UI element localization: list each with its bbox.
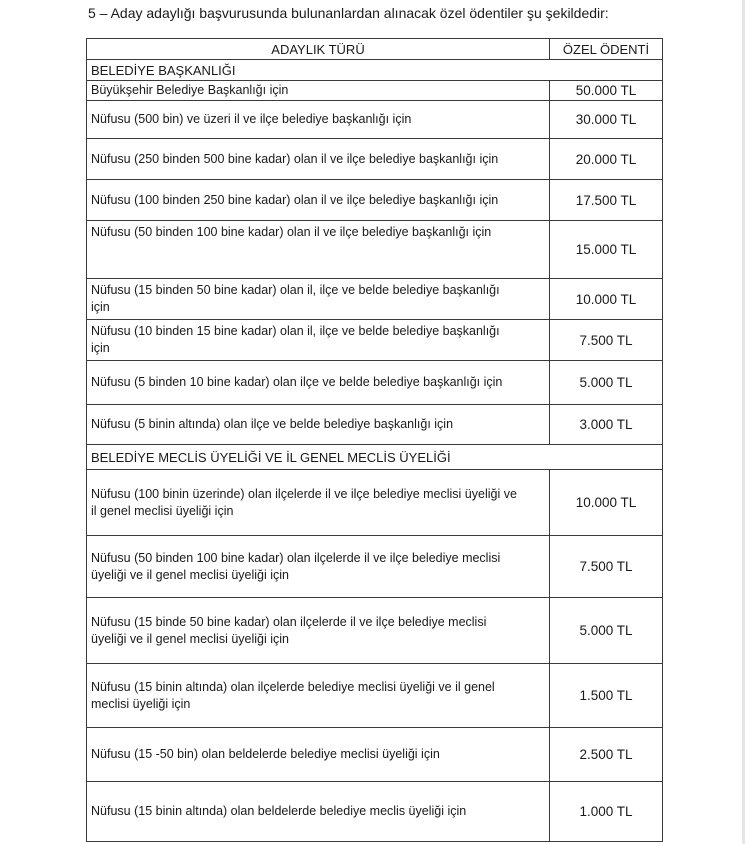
row-desc: Nüfusu (50 binden 100 bine kadar) olan ilçelerde il ve ilçe belediye meclisi üyeliği ve il genel meclisi üyeliği için <box>87 536 550 598</box>
table-header-row <box>87 39 663 60</box>
table-row <box>87 782 663 842</box>
table-row <box>87 320 663 361</box>
row-fee: 3.000 TL <box>550 405 663 445</box>
row-fee: 5.000 TL <box>550 598 663 664</box>
row-desc: Nüfusu (500 bin) ve üzeri il ve ilçe belediye başkanlığı için <box>87 101 550 139</box>
row-desc: Nüfusu (5 binin altında) olan ilçe ve belde belediye başkanlığı için <box>87 405 550 445</box>
row-fee: 2.500 TL <box>550 728 663 782</box>
row-fee: 7.500 TL <box>550 320 663 361</box>
section-row <box>87 445 663 470</box>
row-fee: 1.000 TL <box>550 782 663 842</box>
table-row <box>87 279 663 320</box>
row-desc: Nüfusu (5 binden 10 bine kadar) olan ilçe ve belde belediye başkanlığı için <box>87 361 550 405</box>
row-fee: 50.000 TL <box>550 81 663 101</box>
fee-table <box>86 38 663 842</box>
row-desc: Nüfusu (15 binin altında) olan beldelerde belediye meclis üyeliği için <box>87 782 550 842</box>
row-fee: 20.000 TL <box>550 139 663 180</box>
table-row <box>87 470 663 536</box>
table-row <box>87 536 663 598</box>
section-title-mayor: BELEDİYE BAŞKANLIĞI <box>87 60 663 81</box>
row-fee: 7.500 TL <box>550 536 663 598</box>
row-desc: Büyükşehir Belediye Başkanlığı için <box>87 81 550 101</box>
row-desc: Nüfusu (15 binde 50 bine kadar) olan ilçelerde il ve ilçe belediye meclisi üyeliği ve il genel meclisi üyeliği için <box>87 598 550 664</box>
row-desc: Nüfusu (15 binin altında) olan ilçelerde belediye meclisi üyeliği ve il genel meclisi üyeliği için <box>87 664 550 728</box>
row-fee: 5.000 TL <box>550 361 663 405</box>
row-desc: Nüfusu (50 binden 100 bine kadar) olan il ve ilçe belediye başkanlığı için <box>87 221 550 279</box>
header-fee: ÖZEL ÖDENTİ <box>550 39 663 60</box>
row-fee: 15.000 TL <box>550 221 663 279</box>
table-row <box>87 221 663 279</box>
row-fee: 30.000 TL <box>550 101 663 139</box>
row-desc: Nüfusu (250 binden 500 bine kadar) olan il ve ilçe belediye başkanlığı için <box>87 139 550 180</box>
row-fee: 10.000 TL <box>550 279 663 320</box>
row-desc: Nüfusu (100 binin üzerinde) olan ilçelerde il ve ilçe belediye meclisi üyeliği ve il genel meclisi üyeliği için <box>87 470 550 536</box>
section-row <box>87 60 663 81</box>
row-fee: 1.500 TL <box>550 664 663 728</box>
row-fee: 17.500 TL <box>550 180 663 221</box>
row-desc: Nüfusu (10 binden 15 bine kadar) olan il, ilçe ve belde belediye başkanlığı için <box>87 320 550 361</box>
table-row <box>87 81 663 101</box>
header-type: ADAYLIK TÜRÜ <box>87 39 550 60</box>
row-desc: Nüfusu (15 binden 50 bine kadar) olan il, ilçe ve belde belediye başkanlığı için <box>87 279 550 320</box>
table-row <box>87 180 663 221</box>
intro-text: 5 – Aday adaylığı başvurusunda bulunanlardan alınacak özel ödentiler şu şekildedir: <box>88 5 609 21</box>
table-row <box>87 405 663 445</box>
table-row <box>87 598 663 664</box>
table-row <box>87 361 663 405</box>
row-fee: 10.000 TL <box>550 470 663 536</box>
table-row <box>87 139 663 180</box>
row-desc: Nüfusu (100 binden 250 bine kadar) olan il ve ilçe belediye başkanlığı için <box>87 180 550 221</box>
table-row <box>87 101 663 139</box>
section-title-council: BELEDİYE MECLİS ÜYELİĞİ VE İL GENEL MECLİS ÜYELİĞİ <box>87 445 663 470</box>
row-desc: Nüfusu (15 -50 bin) olan beldelerde belediye meclisi üyeliği için <box>87 728 550 782</box>
table-row <box>87 728 663 782</box>
table-row <box>87 664 663 728</box>
